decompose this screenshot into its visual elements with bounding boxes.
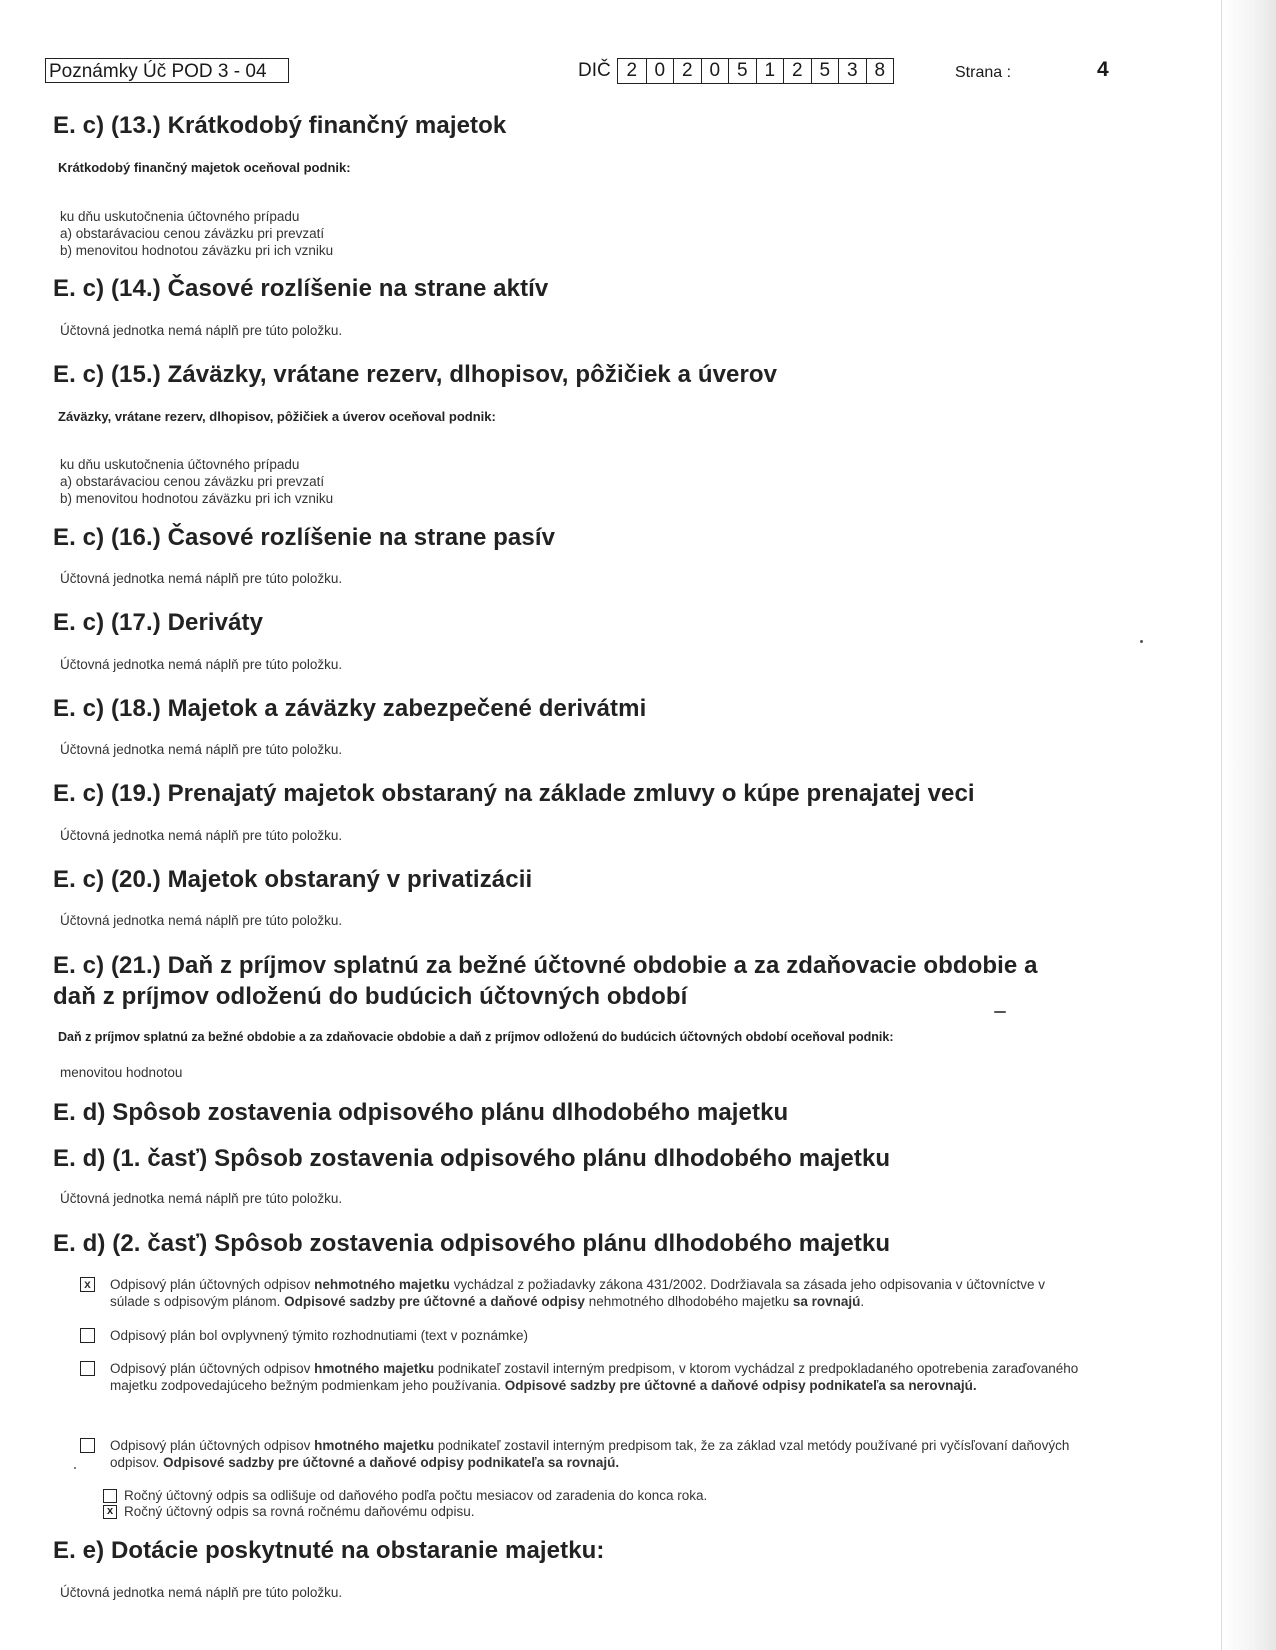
option-text-bold: sa rovnajú bbox=[792, 1294, 861, 1309]
scan-edge-shadow bbox=[1221, 0, 1276, 1650]
section-15-line: ku dňu uskutočnenia účtovného prípadu bbox=[60, 457, 300, 472]
dic-digit: 0 bbox=[701, 59, 729, 83]
section-19-heading: E. c) (19.) Prenajatý majetok obstaraný na základe zmluvy o kúpe prenajatej veci bbox=[53, 780, 975, 807]
section-17-note: Účtovná jednotka nemá náplň pre túto položku. bbox=[60, 657, 343, 672]
option-text: vychádzal z požiadavky zákona 431/2002. Dodržiavala sa zásada jeho odpisovania v účtovníctve v súlade s odpisovým plánom. bbox=[110, 1277, 1045, 1309]
page-number: 4 bbox=[1097, 58, 1109, 81]
dic-digit: 0 bbox=[646, 59, 674, 83]
dic-digit: 2 bbox=[673, 59, 701, 83]
section-15-line: b) menovitou hodnotou záväzku pri ich vzniku bbox=[60, 491, 334, 506]
option-text: Odpisový plán účtovných odpisov bbox=[110, 1277, 315, 1292]
section-15-heading: E. c) (15.) Záväzky, vrátane rezerv, dlhopisov, pôžičiek a úverov bbox=[53, 361, 778, 388]
option-text-bold: hmotného majetku bbox=[314, 1361, 435, 1376]
section-21-subtitle: Daň z príjmov splatnú za bežné obdobie a za zdaňovacie obdobie a daň z príjmov odloženú do budúcich účtovných období oceňoval podnik: bbox=[58, 1030, 894, 1044]
section-21-heading-line2: daň z príjmov odloženú do budúcich účtovných období bbox=[53, 983, 688, 1010]
scan-speck bbox=[74, 1467, 76, 1469]
page-label: Strana : bbox=[955, 64, 1012, 81]
section-20-heading: E. c) (20.) Majetok obstaraný v privatizácii bbox=[53, 866, 533, 893]
section-d-heading: E. d) Spôsob zostavenia odpisového plánu dlhodobého majetku bbox=[53, 1099, 789, 1126]
section-21-value: menovitou hodnotou bbox=[60, 1065, 183, 1080]
section-21-heading-line1: E. c) (21.) Daň z príjmov splatnú za bežné účtovné obdobie a za zdaňovacie obdobie a bbox=[53, 952, 1038, 979]
dic-digit: 3 bbox=[838, 59, 866, 83]
option-text: Odpisový plán účtovných odpisov bbox=[110, 1438, 315, 1453]
section-13-line: b) menovitou hodnotou záväzku pri ich vzniku bbox=[60, 243, 334, 258]
sub-option-checkbox[interactable]: x bbox=[103, 1505, 117, 1519]
section-e-heading: E. e) Dotácie poskytnuté na obstaranie majetku: bbox=[53, 1537, 605, 1564]
option-text: podnikateľ zostavil interným predpisom, v ktorom vychádzal z predpokladaného opotrebenia zaraďovaného majetku zodpovedajúceho bežným podmienkam jeho používania. bbox=[110, 1361, 1079, 1393]
dic-digit: 8 bbox=[866, 59, 894, 83]
option-checkbox[interactable]: x bbox=[80, 1277, 95, 1292]
depreciation-option bbox=[80, 1360, 1080, 1394]
depreciation-option bbox=[80, 1327, 1080, 1344]
section-20-note: Účtovná jednotka nemá náplň pre túto položku. bbox=[60, 913, 343, 928]
option-text: Odpisový plán účtovných odpisov bbox=[110, 1361, 315, 1376]
section-d1-note: Účtovná jednotka nemá náplň pre túto položku. bbox=[60, 1191, 343, 1206]
option-text-bold: hmotného majetku bbox=[314, 1438, 435, 1453]
section-17-heading: E. c) (17.) Deriváty bbox=[53, 609, 264, 636]
option-text: podnikateľ zostavil interným predpisom tak, že za základ vzal metódy používané pri vyčísľovaní daňových odpisov. bbox=[110, 1438, 1070, 1470]
dic-digit: 1 bbox=[756, 59, 784, 83]
dic-digit: 2 bbox=[626, 60, 638, 81]
section-13-heading: E. c) (13.) Krátkodobý finančný majetok bbox=[53, 112, 507, 139]
sub-option-label: Ročný účtovný odpis sa rovná ročnému daňovému odpisu. bbox=[124, 1504, 475, 1519]
option-text: Odpisový plán bol ovplyvnený týmito rozhodnutiami (text v poznámke) bbox=[110, 1328, 528, 1343]
sub-option-label: Ročný účtovný odpis sa odlišuje od daňového podľa počtu mesiacov od zaradenia do konca roka. bbox=[124, 1488, 708, 1503]
dic-digit: 5 bbox=[728, 59, 756, 83]
scan-speck bbox=[1140, 640, 1143, 643]
section-16-note: Účtovná jednotka nemá náplň pre túto položku. bbox=[60, 571, 343, 586]
depreciation-option bbox=[80, 1437, 1080, 1471]
option-text: nehmotného dlhodobého majetku bbox=[584, 1294, 793, 1309]
section-15-line: a) obstarávaciou cenou záväzku pri prevzatí bbox=[60, 474, 325, 489]
dic-digit-boxes bbox=[617, 58, 894, 84]
dic-digit: 5 bbox=[811, 59, 839, 83]
option-checkbox[interactable] bbox=[80, 1361, 95, 1376]
dic-digit: 2 bbox=[783, 59, 811, 83]
section-13-line: ku dňu uskutočnenia účtovného prípadu bbox=[60, 209, 300, 224]
option-checkbox[interactable] bbox=[80, 1328, 95, 1343]
section-d1-heading: E. d) (1. časť) Spôsob zostavenia odpisového plánu dlhodobého majetku bbox=[53, 1145, 891, 1172]
section-18-heading: E. c) (18.) Majetok a záväzky zabezpečené derivátmi bbox=[53, 695, 647, 722]
section-19-note: Účtovná jednotka nemá náplň pre túto položku. bbox=[60, 828, 343, 843]
option-text: . bbox=[860, 1294, 865, 1309]
section-16-heading: E. c) (16.) Časové rozlíšenie na strane pasív bbox=[53, 524, 556, 551]
section-14-note: Účtovná jednotka nemá náplň pre túto položku. bbox=[60, 323, 343, 338]
depreciation-option bbox=[80, 1276, 1080, 1310]
option-text-bold: Odpisové sadzby pre účtovné a daňové odpisy podnikateľa sa nerovnajú. bbox=[504, 1378, 977, 1393]
form-code-box: Poznámky Úč POD 3 - 04 bbox=[45, 58, 289, 83]
option-checkbox[interactable] bbox=[80, 1438, 95, 1453]
section-13-line: a) obstarávaciou cenou záväzku pri prevzatí bbox=[60, 226, 325, 241]
dic-label: DIČ bbox=[578, 60, 611, 81]
section-d2-heading: E. d) (2. časť) Spôsob zostavenia odpisového plánu dlhodobého majetku bbox=[53, 1230, 891, 1257]
option-text-bold: Odpisové sadzby pre účtovné a daňové odpisy podnikateľa sa rovnajú. bbox=[163, 1455, 620, 1470]
section-18-note: Účtovná jednotka nemá náplň pre túto položku. bbox=[60, 742, 343, 757]
section-13-subtitle: Krátkodobý finančný majetok oceňoval podnik: bbox=[58, 160, 351, 175]
sub-option-checkbox[interactable] bbox=[103, 1489, 117, 1503]
option-text-bold: Odpisové sadzby pre účtovné a daňové odpisy bbox=[284, 1294, 585, 1309]
section-e-note: Účtovná jednotka nemá náplň pre túto položku. bbox=[60, 1585, 343, 1600]
option-text-bold: nehmotného majetku bbox=[314, 1277, 450, 1292]
section-14-heading: E. c) (14.) Časové rozlíšenie na strane aktív bbox=[53, 275, 549, 302]
scan-speck bbox=[994, 1011, 1006, 1013]
section-15-subtitle: Záväzky, vrátane rezerv, dlhopisov, pôžičiek a úverov oceňoval podnik: bbox=[58, 409, 496, 424]
